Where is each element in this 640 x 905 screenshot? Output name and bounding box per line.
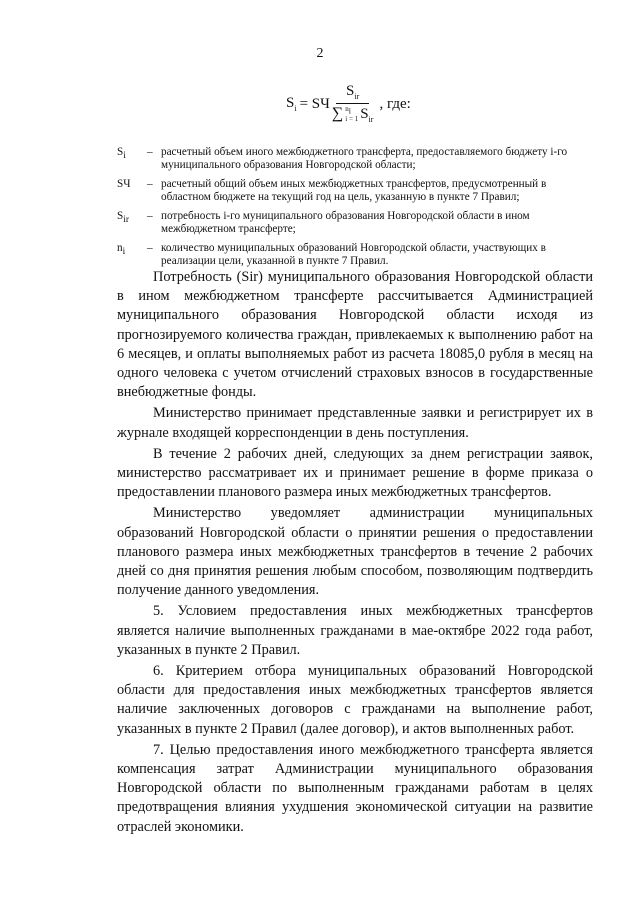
definition-dash: –	[147, 146, 153, 158]
page-number: 2	[316, 46, 324, 61]
paragraph: 6. Критерием отбора муниципальных образований Новгородской области для предоставления иных межбюджетных трансфертов является наличие заключенных договоров с гражданами на выполнение работ, указанных в пункте 2 Правил (далее договор), и актов выполненных работ.	[117, 663, 593, 737]
definition-symbol: SЧ	[117, 178, 131, 190]
formula-denominator: ∑ $n_i$ i = 1 $S_{ir}$	[331, 105, 374, 124]
formula-equals: = SЧ	[299, 95, 330, 112]
paragraph: Потребность (Sir) муниципального образования Новгородской области в ином межбюджетном трансферте рассчитывается Администрацией муниципального образования Новгородской области исходя из прогнозируемого количества граждан, привлекаемых к выполнению работ на 6 месяцев, и оплаты выполняемых работ из расчета 18085,0 рубля в месяц на одного человека с учетом отчислений страховых взносов в государственные внебюджетные фонды.	[117, 269, 593, 401]
definition-row	[117, 242, 593, 268]
paragraph: 5. Условием предоставления иных межбюджетных трансфертов является наличие выполненных гражданами в мае-октябре 2022 года работ, указанных в пункте 2 Правил.	[117, 603, 593, 658]
formula-lhs: $S_i$	[286, 95, 297, 113]
formula-fraction	[332, 84, 374, 124]
definition-symbol: $n_i$	[117, 242, 126, 258]
sum-symbol: ∑	[331, 105, 344, 122]
definition-row	[117, 146, 593, 172]
definition-row	[117, 210, 593, 236]
paragraph: Министерство принимает представленные заявки и регистрирует их в журнале входящей корреспонденции в день поступления.	[117, 405, 593, 441]
definitions-list	[117, 146, 593, 274]
sum-limits: $n_i$ i = 1	[345, 105, 359, 123]
definition-text: потребность i-го муниципального образования Новгородской области в ином межбюджетном трансферте;	[161, 210, 530, 235]
formula-where: , где:	[379, 95, 411, 112]
document-body	[117, 268, 593, 837]
definition-text: расчетный общий объем иных межбюджетных трансфертов, предусмотренный в областном бюджете на текущий год на цель, указанную в пункте 7 Правил;	[161, 178, 547, 203]
definition-dash: –	[147, 242, 153, 254]
paragraph: В течение 2 рабочих дней, следующих за днем регистрации заявок, министерство рассматривает их и принимает решение в форме приказа о предоставлении планового размера иных межбюджетных трансфертов.	[117, 445, 593, 501]
definition-text: расчетный объем иного межбюджетного трансферта, предоставляемого бюджету i-го муниципального образования Новгородской области;	[161, 146, 568, 171]
definition-text: количество муниципальных образований Новгородской области, участвующих в реализации цели, указанной в пункте 7 Правил.	[161, 242, 546, 267]
definition-dash: –	[147, 210, 153, 222]
formula	[286, 82, 411, 126]
definition-row	[117, 178, 593, 204]
paragraph: Министерство уведомляет администрации муниципальных образований Новгородской области о принятии решения о предоставлении планового размера иных межбюджетных трансфертов в течение 2 рабочих дней со дня принятия решения любым способом, позволяющим подтвердить получение данного уведомления.	[117, 505, 593, 599]
definition-dash: –	[147, 178, 153, 190]
definition-symbol: $S_{ir}$	[117, 210, 129, 226]
formula-numerator: $S_{ir}$	[336, 84, 369, 104]
paragraph: 7. Целью предоставления иного межбюджетного трансферта является компенсация затрат Администрации муниципального образования Новгородской области по выполненным гражданами работам в целях предотвращения влияния ухудшения экономической ситуации на развитие отраслей экономики.	[117, 741, 593, 835]
definition-symbol: $S_i$	[117, 146, 126, 162]
